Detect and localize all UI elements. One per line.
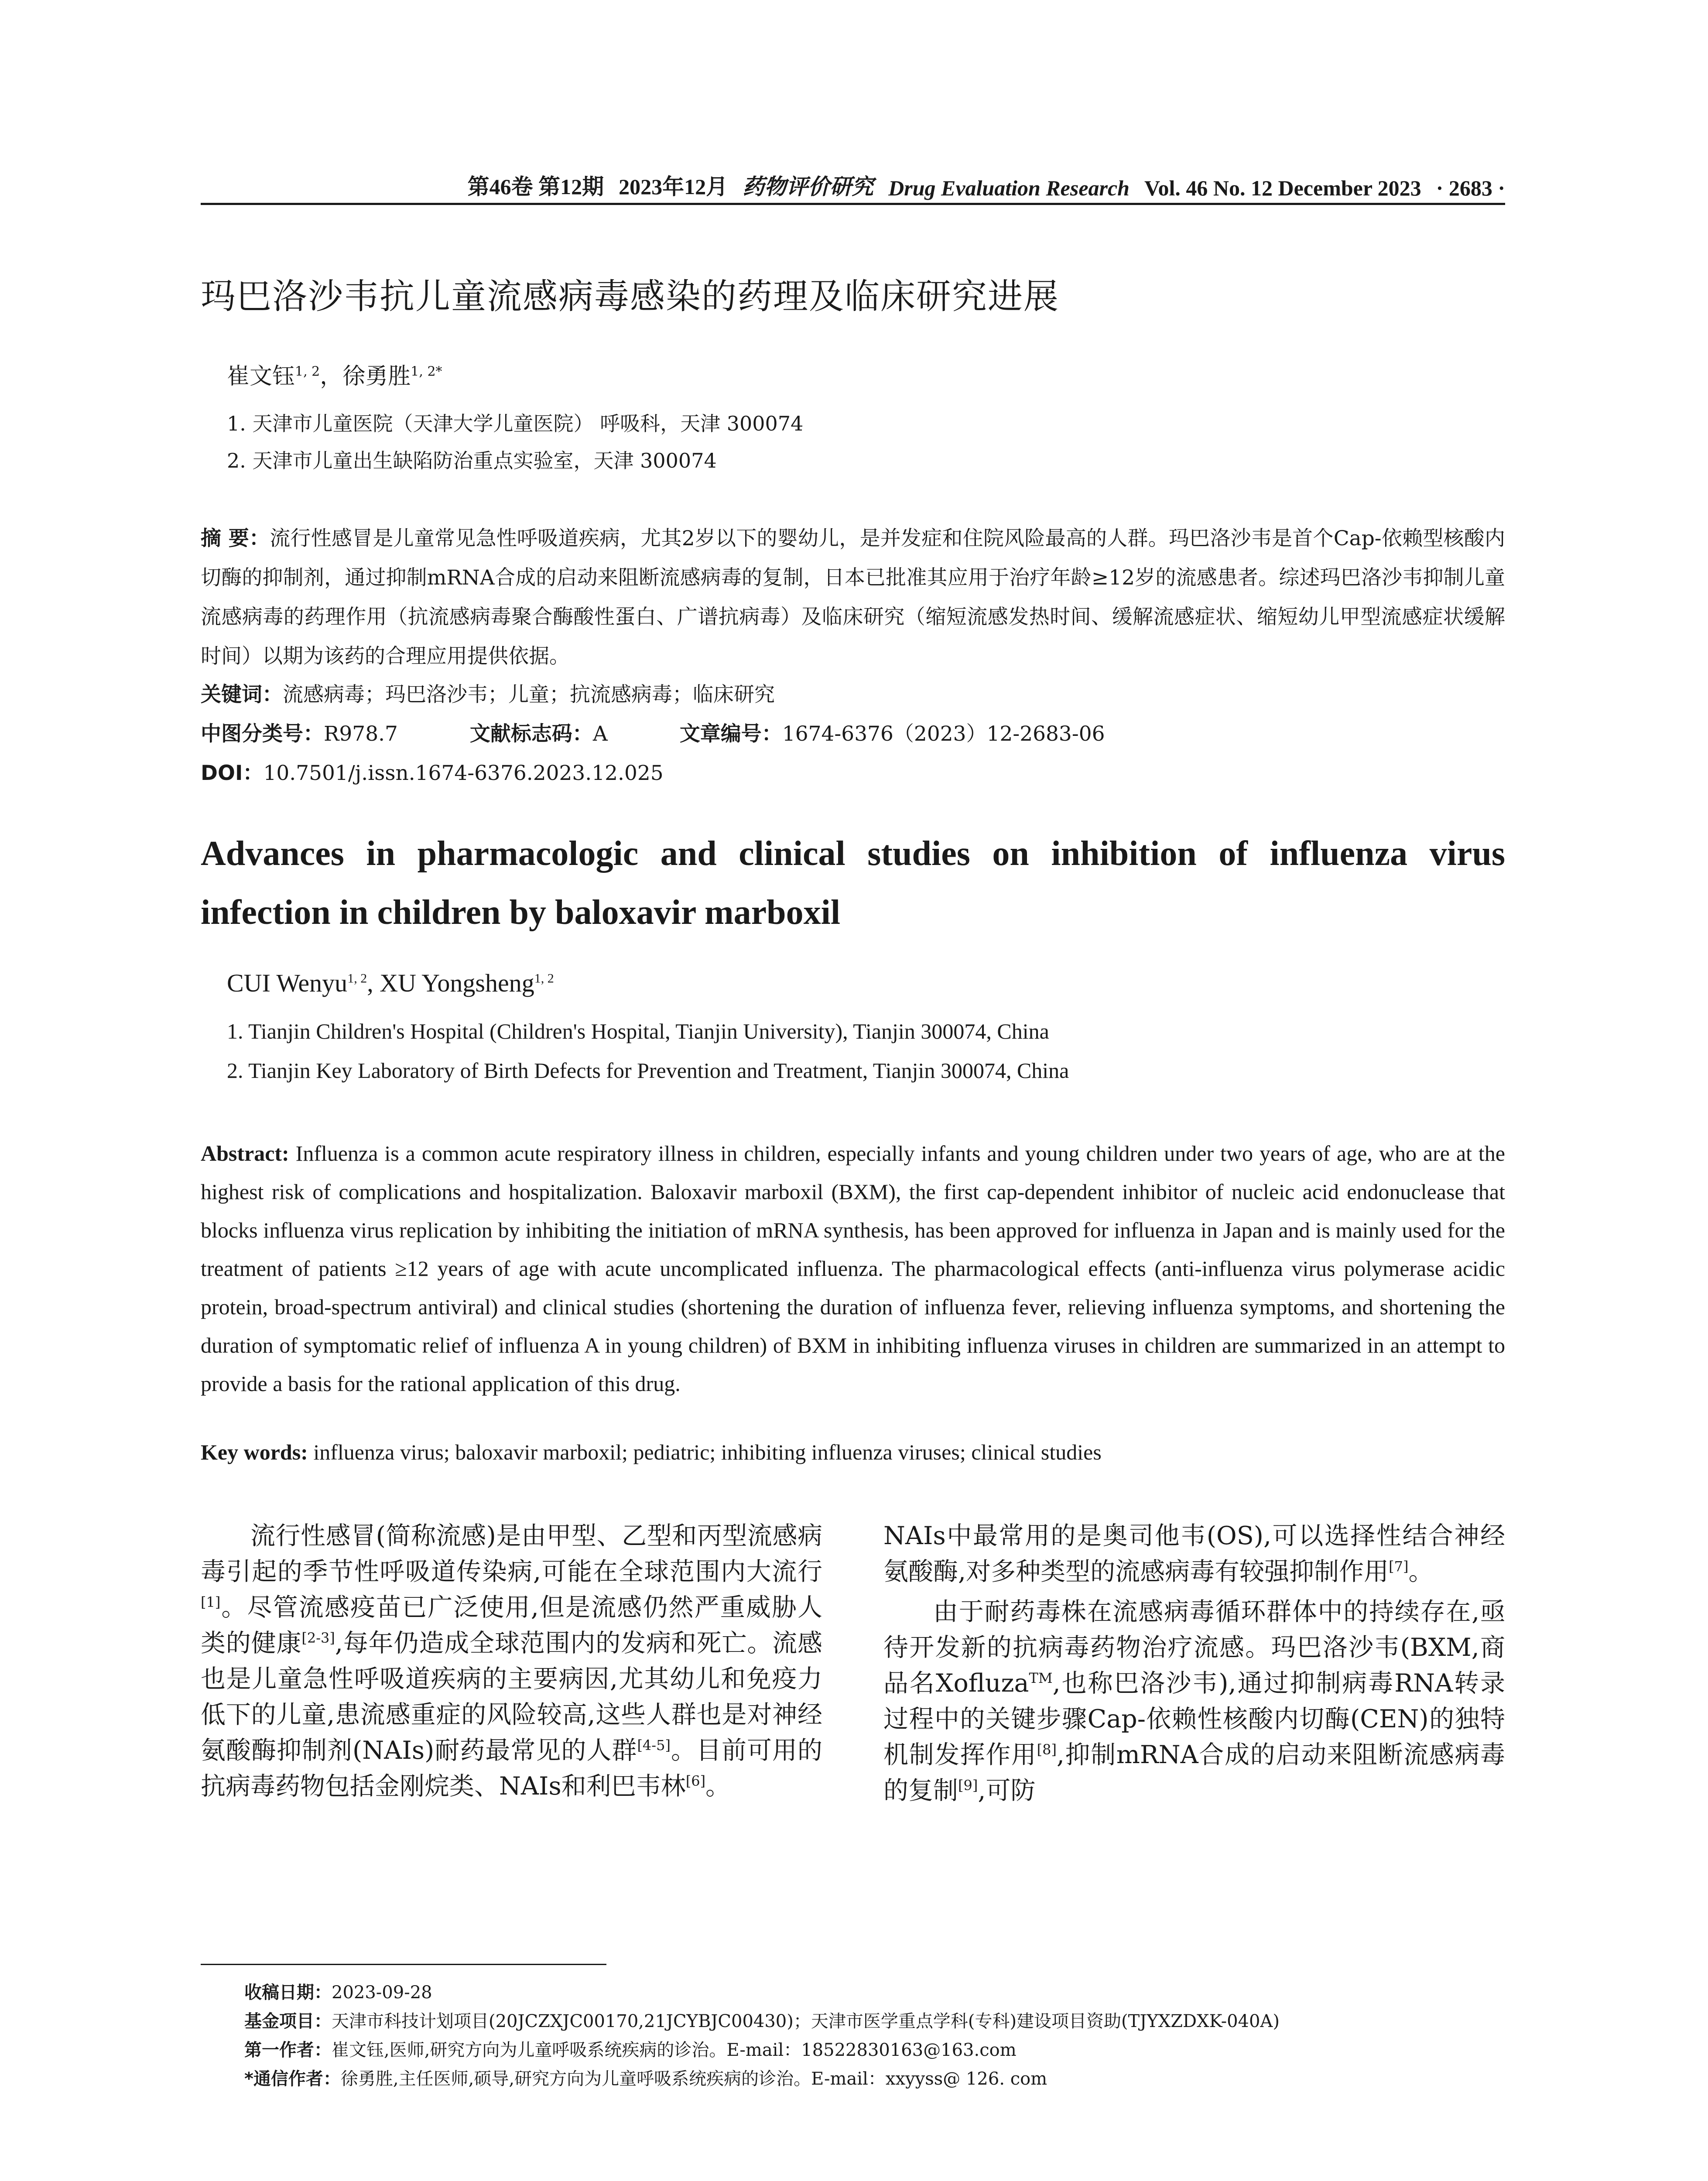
doi-label: DOI： [201,761,264,785]
affiliation-cn-1: 1. 天津市儿童医院（天津大学儿童医院） 呼吸科，天津 300074 [227,412,804,435]
article-title-cn: 玛巴洛沙韦抗儿童流感病毒感染的药理及临床研究进展 [201,276,1059,317]
body-text: 。 [1408,1557,1434,1586]
author-affil-sup: 1, 2* [411,364,442,379]
author-name: XU Yongsheng [380,969,534,997]
doi-value: 10.7501/j.issn.1674-6376.2023.12.025 [263,761,664,785]
body-text: 。 [705,1772,731,1801]
keywords-en-label: Key words: [201,1440,308,1464]
abstract-en-text: Influenza is a common acute respiratory illness in children, especially infants and young children under two years of age, who are at the highest risk of complications and hospitalization. Baloxavir marboxil (BXM), the first cap-dependent inhibitor of nucleic acid endonuclease that blocks influenza virus replication by inhibiting the initiation of mRNA synthesis, has been approved for influenza in Japan and is mainly used for the treatment of patients ≥12 years of age with acute uncomplicated influenza. The pharmacological effects (anti-influenza virus polymerase acidic protein, broad-spectrum antiviral) and clinical studies (shortening the duration of influenza fever, relieving influenza symptoms, and shortening the duration of symptomatic relief of influenza A in young children) of BXM in inhibiting influenza viruses in children are summarized in an attempt to provide a basis for the rational application of this drug. [201,1141,1505,1396]
header-rule [201,203,1505,205]
body-column-left [201,1518,822,1804]
body-text: 。尽管流感疫苗已广泛使用,但是流感仍然严重威胁人类的健康 [201,1593,822,1658]
authors-cn [227,358,442,390]
header-journal-en: Drug Evaluation Research [888,176,1130,200]
author-affil-sup: 1, 2 [347,971,367,986]
footnote-fund [244,2007,1505,2036]
author-affil-sup: 1, 2 [295,364,320,379]
abstract-en-label: Abstract: [201,1141,289,1166]
abstract-cn [201,519,1505,676]
author-name: 崔文钰 [227,363,295,390]
author-affil-sup: 1, 2 [534,971,554,986]
header-volume-cn: 第46卷 第12期 [467,174,604,199]
footnote-value: 2023-09-28 [332,1983,432,2003]
running-header [201,170,1505,201]
footnote-value: 徐勇胜,主任医师,硕导,研究方向为儿童呼吸系统疾病的诊治。E-mail：xxyyss@ 126. com [340,2069,1047,2089]
header-volume-en: Vol. 46 No. 12 December 2023 [1144,176,1421,200]
body-text: 。目前可用的抗病毒药物包括金刚烷类、NAIs和利巴韦林 [201,1736,822,1801]
keywords-en [201,1439,1505,1465]
footnote-value: 崔文钰,医师,研究方向为儿童呼吸系统疾病的诊治。E-mail：18522830163@163.com [332,2040,1017,2060]
abstract-cn-label: 摘 要： [201,526,270,550]
footnote-label: 基金项目： [244,2011,332,2031]
body-text: ,每年仍造成全球范围内的发病和死亡。流感也是儿童急性呼吸道疾病的主要病因,尤其幼儿和免疫力低下的儿童,患流感重症的风险较高,这些人群也是对神经氨酸酶抑制剂(NAIs)耐药最常见的人群 [201,1629,822,1765]
doc-code-value: A [592,722,608,746]
author-name: 徐勇胜 [342,363,411,390]
body-text: 由于耐药毒株在流感病毒循环群体中的持续存在,亟待开发新的抗病毒药物治疗流感。玛巴洛沙韦(BXM,商品名Xofluza [883,1597,1505,1698]
footnote-corresponding [244,2065,1505,2093]
affiliation-cn-2: 2. 天津市儿童出生缺陷防治重点实验室，天津 300074 [227,449,717,472]
affiliation-en-2: 2. Tianjin Key Laboratory of Birth Defects for Prevention and Treatment, Tianjin 300074, China [227,1058,1069,1083]
footnote-label: *通信作者： [244,2069,341,2089]
author-sep: , [367,969,380,997]
footnote-first-author [244,2036,1505,2065]
citation-ref[interactable]: [2-3] [301,1630,335,1646]
body-text: NAIs中最常用的是奥司他韦(OS),可以选择性结合神经氨酸酶,对多种类型的流感病毒有较强抑制作用 [883,1521,1505,1586]
abstract-cn-text: 流行性感冒是儿童常见急性呼吸道疾病，尤其2岁以下的婴幼儿，是并发症和住院风险最高的人群。玛巴洛沙韦是首个Cap-依赖型核酸内切酶的抑制剂，通过抑制mRNA合成的启动来阻断流感病毒的复制，日本已批准其应用于治疗年龄≥12岁的流感患者。综述玛巴洛沙韦抑制儿童流感病毒的药理作用（抗流感病毒聚合酶酸性蛋白、广谱抗病毒）及临床研究（缩短流感发热时间、缓解流感症状、缩短幼儿甲型流感症状缓解时间）以期为该药的合理应用提供依据。 [201,526,1505,668]
abstract-en [201,1134,1505,1403]
citation-ref[interactable]: [8] [1037,1741,1057,1758]
keywords-cn-label: 关键词： [201,683,283,707]
header-date-cn: 2023年12月 [619,174,728,199]
footnote-value: 天津市科技计划项目(20JCZXJC00170,21JCYBJC00430)；天津市医学重点学科(专科)建设项目资助(TJYXZDXK-040A) [332,2011,1280,2031]
author-sep: ， [320,363,343,390]
affiliation-en-1: 1. Tianjin Children's Hospital (Children's Hospital, Tianjin University), Tianjin 300074, China [227,1019,1049,1043]
footnote-received [244,1978,1505,2007]
keywords-en-text: influenza virus; baloxavir marboxil; pediatric; inhibiting influenza viruses; clinical studies [313,1440,1102,1464]
body-paragraph [883,1594,1505,1808]
author-name: CUI Wenyu [227,969,348,997]
clc-value: R978.7 [324,722,398,746]
footnotes [244,1978,1505,2093]
citation-ref[interactable]: [7] [1389,1558,1409,1575]
footnote-label: 第一作者： [244,2040,332,2060]
body-text: ,可防 [978,1776,1036,1805]
citation-ref[interactable]: [9] [958,1777,978,1794]
article-page [201,0,1505,2181]
body-text: ,也称巴洛沙韦),通过抑制病毒RNA转录过程中的关键步骤Cap-依赖性核酸内切酶(CEN)的独特机制发挥作用 [883,1669,1505,1769]
body-text: 流行性感冒(简称流感)是由甲型、乙型和丙型流感病毒引起的季节性呼吸道传染病,可能在全球范围内大流行 [201,1521,822,1586]
body-paragraph [201,1518,822,1804]
body-paragraph [883,1518,1505,1590]
doi-line [201,757,664,786]
keywords-cn [201,678,775,708]
body-column-right [883,1518,1505,1808]
citation-ref[interactable]: [4-5] [637,1737,671,1754]
article-number-value: 1674-6376（2023）12-2683-06 [782,722,1105,746]
article-title-en: Advances in pharmacologic and clinical studies on inhibition of influenza virus infection in children by baloxavir marboxil [201,834,1505,932]
classification-line [201,718,1171,747]
header-page-number: · 2683 · [1436,176,1505,200]
body-text: ,抑制mRNA合成的启动来阻断流感病毒的复制 [883,1740,1506,1805]
footnote-rule [201,1964,606,1965]
keywords-cn-text: 流感病毒；玛巴洛沙韦；儿童；抗流感病毒；临床研究 [283,683,775,707]
header-journal-cn: 药物评价研究 [743,174,874,199]
footnote-label: 收稿日期： [244,1983,332,2003]
citation-ref[interactable]: [6] [685,1773,706,1789]
clc-label: 中图分类号： [201,722,324,746]
doc-code-label: 文献标志码： [469,722,593,746]
authors-en [227,968,554,998]
citation-ref[interactable]: [1] [201,1594,221,1610]
article-number-label: 文章编号： [679,722,782,746]
trademark-sup: TM [1029,1670,1053,1686]
